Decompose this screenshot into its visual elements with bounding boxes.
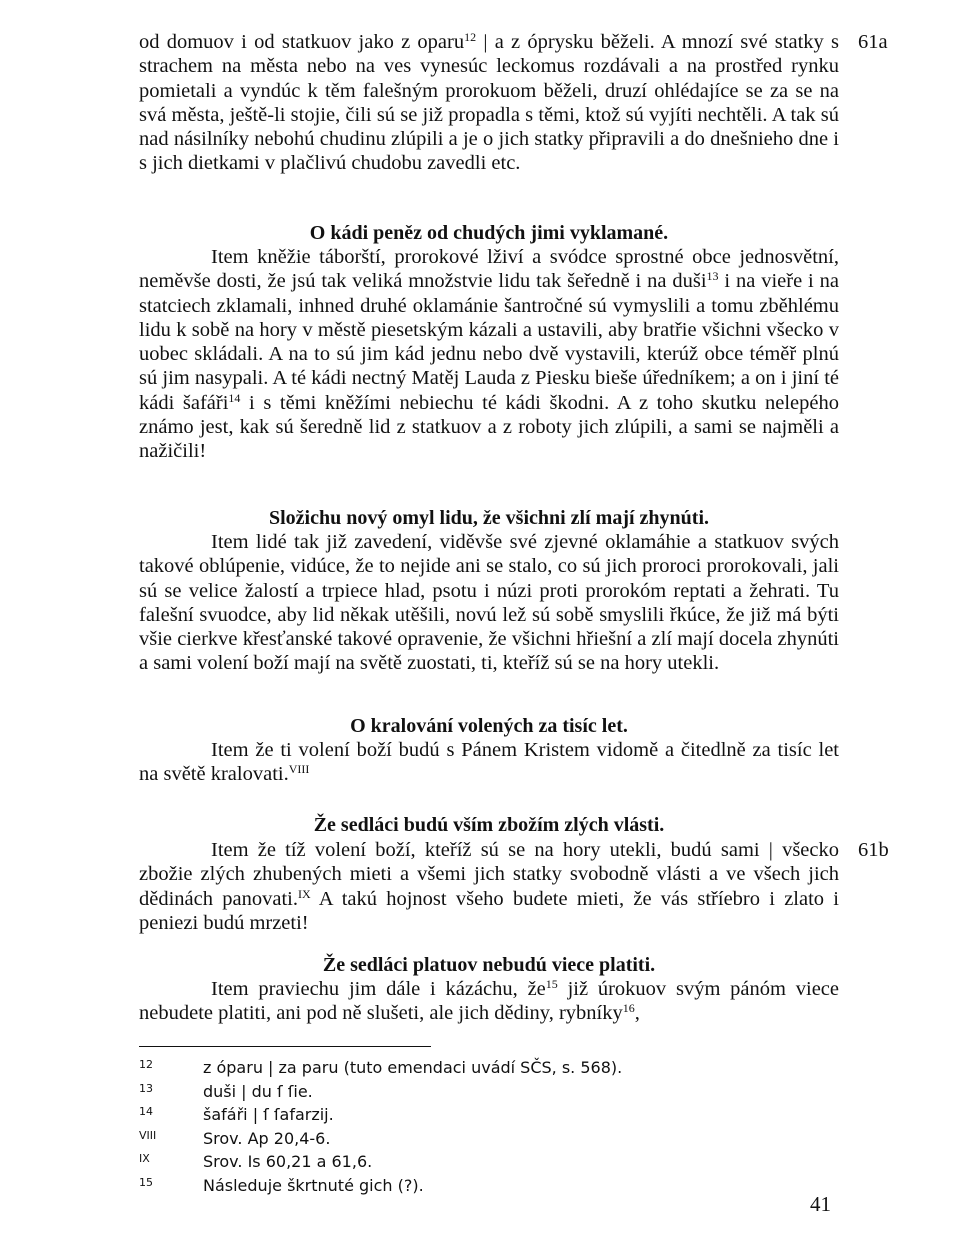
footnote-ref: 12: [464, 30, 477, 44]
footnote-ref: IX: [297, 886, 311, 901]
footnote-number: 14: [139, 1105, 153, 1118]
paragraph-text: Item že ti volení boží budú s Pánem Kristem vidomě a čitedlně za tisíc let na světě kralovati.: [139, 739, 839, 786]
footnote-divider: [139, 1046, 431, 1047]
footnote-ref: 14: [228, 390, 241, 405]
footnote-number: 12: [139, 1058, 153, 1071]
footnote-ref: VIII: [288, 762, 310, 777]
section-heading: Že sedláci budú vším zbožím zlých vlásti.: [313, 814, 665, 836]
footnote-text: šafáři | ſ ſafarzij.: [203, 1105, 334, 1124]
paragraph-text: A takú hojnost všeho budete mieti, že vás stříebro i zlato i peniezi budú mrzeti!: [139, 887, 839, 934]
section-heading: O kádi peněz od chudých jimi vyklamané.: [309, 222, 669, 244]
paragraph-text: | a z óprysku běželi. A mnozí své statky s strachem na města nebo na ves vynesúc leckomus rozdávali a na prostřed rynku pomietali a vyndúc k těm falešným prorokuom běželi, druzí ohlédajíce se za se na svá města, ještě-li stojie, čili sú se již propadla s těmi, ktož sú vyjíti nechtěli. A tak sú nad násilníky nebohú chudinu zlúpili a je o jich statky připravili a do dnešnieho dne i s jich dietkami v plačlivú chudobu zavedli etc.: [139, 31, 839, 175]
paragraph-4: [139, 738, 839, 787]
paragraph-text: i s těmi kněžími nebiechu té kádi škodni. A z toho skutku nelepého známo jest, kak sú šeredně lid z statkuov a z roboty jich zlúpili, a sami se najměli a nažičili!: [139, 391, 839, 463]
footnote-ref: 16: [622, 1001, 635, 1016]
paragraph-text: od domuov i od statkuov jako z oparu: [139, 31, 465, 53]
paragraph-text: Item praviechu jim dále i kázáchu, že: [211, 978, 546, 1000]
footnote: [139, 1176, 789, 1200]
footnote: [139, 1105, 789, 1129]
paragraph-text: ,: [634, 1002, 640, 1025]
paragraph-6: [139, 977, 839, 1026]
footnote-text: Srov. Is 60,21 a 61,6.: [203, 1152, 373, 1171]
footnote: [139, 1082, 789, 1106]
paragraph-text: Item kněžie táborští, prorokové lživí a svódce sprostné obce jednosvětní, neměvše dosti, že jsú tak veliká množstvie lidu tak šeředně i na duši: [139, 246, 839, 293]
footnote: [139, 1129, 789, 1153]
footnote-number: 13: [139, 1081, 153, 1095]
footnote-ref: 13: [706, 269, 719, 284]
section-heading: Složichu nový omyl lidu, že všichni zlí mají zhynúti.: [268, 507, 710, 529]
footnote-text: z óparu | za paru (tuto emendaci uvádí SČS, s. 568).: [203, 1058, 623, 1077]
paragraph-5: [139, 838, 839, 935]
footnote-number: 15: [139, 1175, 153, 1189]
paragraph-text: již úrokuov svým pánóm viece nebudete platiti, ani pod ně slušeti, ale jich dědiny, rybníky: [139, 978, 840, 1025]
paragraph-1: [139, 30, 839, 176]
footnote: [139, 1058, 789, 1082]
margin-folio-note: 61b: [858, 839, 889, 861]
footnote-number: VIII: [139, 1128, 157, 1142]
footnotes: [139, 1058, 789, 1199]
footnote-number: IX: [139, 1152, 150, 1165]
page-number: 41: [810, 1192, 831, 1216]
footnote-text: duši | du ſ ſie.: [203, 1081, 313, 1101]
footnote-text: Srov. Ap 20,4-6.: [203, 1128, 331, 1148]
paragraph-text: Item že tíž volení boží, kteříž sú se na hory utekli, budú sami | všecko zbožie zlých zhubených mieti a všemi jich statky svobodně vlásti a ve všech jich dědinách panovati.: [139, 839, 839, 910]
paragraph-text: i na vieře i na statciech zklamali, inhned druhé oklamánie šantročné sú vymyslili a tomu zběhlému lidu k sobě na hory v městě piesetským kázali a ustavili, aby bratřie všichni všecko v uobec skládali. A na to sú jim kád jednu nebo dvě vystavili, kterúž obce téměř plnú sú jim nasypali. A té kádi nectný Matěj Lauda z Piesku bieše úředníkem; a on i jiní té kádi šafáři: [139, 270, 839, 414]
footnote-text: Následuje škrtnuté gich (?).: [203, 1175, 424, 1195]
footnote: [139, 1152, 789, 1176]
section-heading: Že sedláci platuov nebudú viece platiti.: [322, 954, 656, 976]
margin-folio-note: 61a: [858, 31, 888, 53]
footnote-ref: 15: [545, 977, 558, 991]
paragraph-3: Item lidé tak již zavedení, viděvše své zjevné oklamáhie a statkuov svých takové oblúpenie, vidúce, že to nejide ani se stalo, co sú jich proroci prorokovali, jali sú se velice žalostí a trpiece hlad, psotu i núzi proti prorokóm reptati a žehrati. Tu falešní svuodce, aby lid někak utěšili, novú lež sú sobě smyslili řkúce, že již má býti všie cierkve křesťanské takové opravenie, že všichni hřiešní a zlí mají docela zhynúti a sami volení boží mají na světě zuostati, ti, kteříž sú se na hory utekli.: [139, 531, 839, 675]
paragraph-2: [139, 245, 839, 464]
section-heading: O kralování volených za tisíc let.: [350, 715, 628, 737]
